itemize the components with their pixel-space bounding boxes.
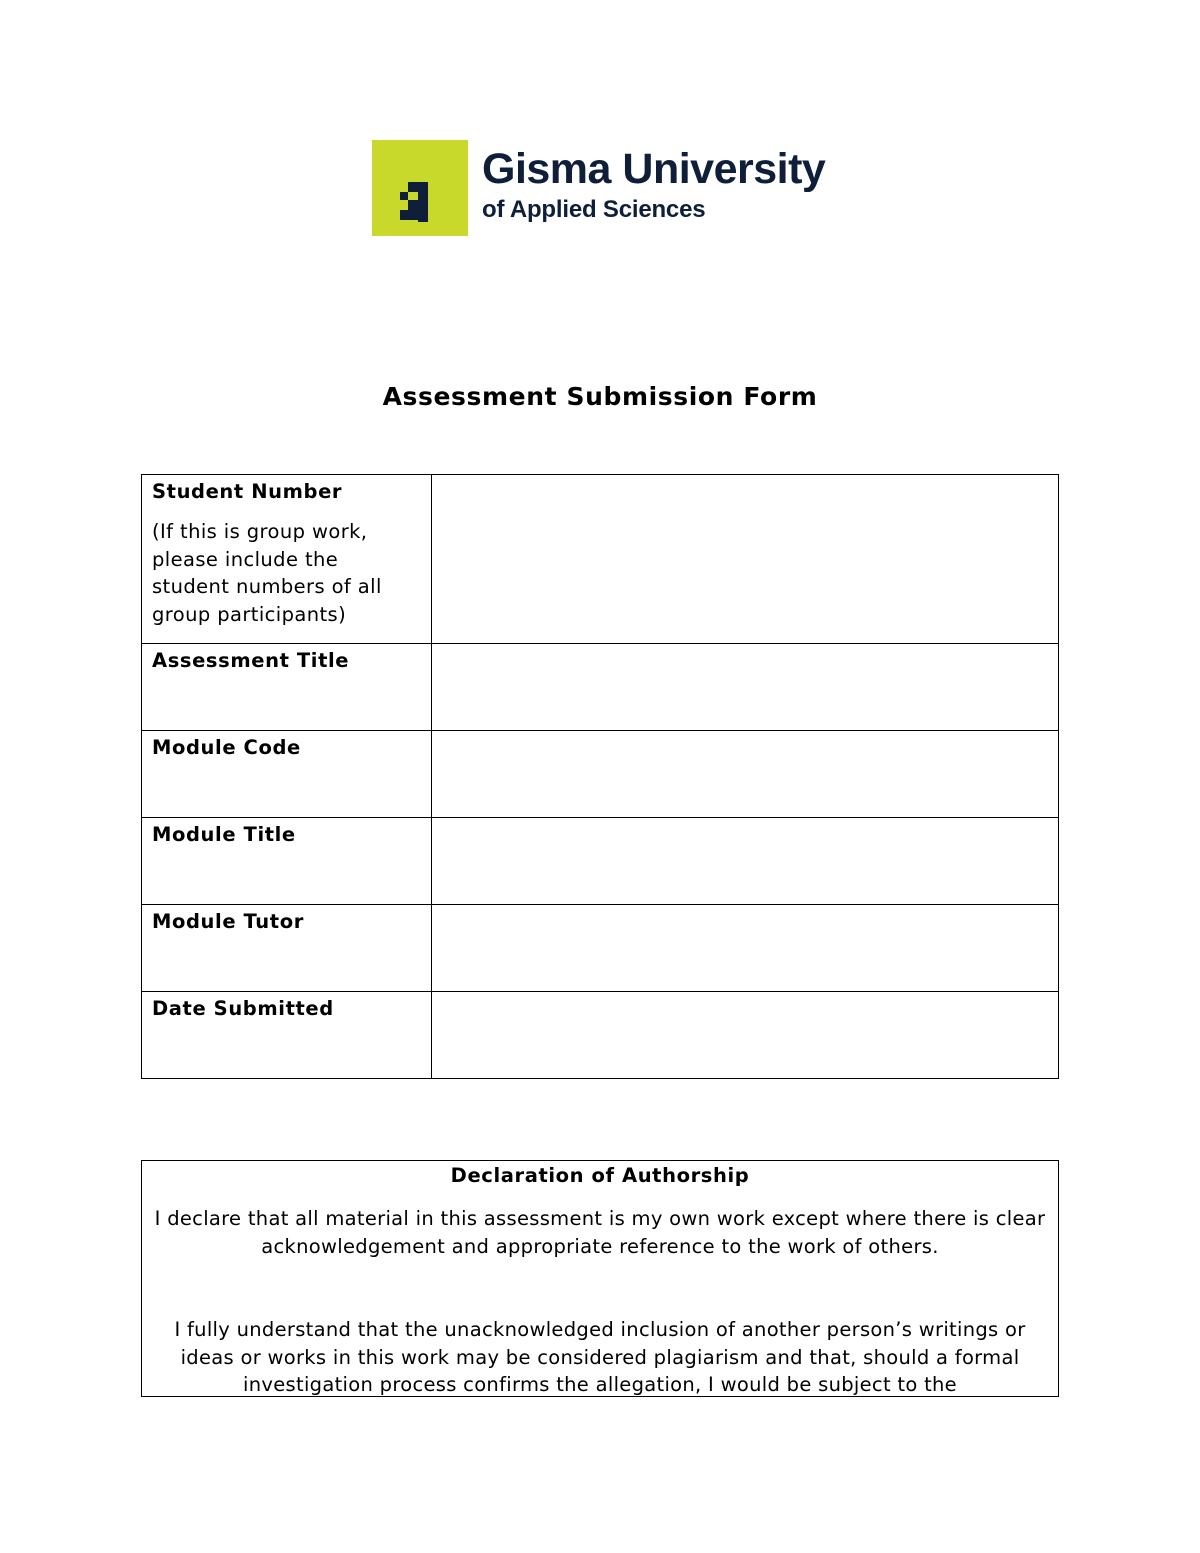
module-title-field[interactable]	[432, 818, 1059, 905]
page-title: Assessment Submission Form	[382, 382, 818, 411]
student-number-label-cell	[142, 475, 432, 644]
declaration-heading: Declaration of Authorship	[450, 1164, 750, 1187]
module-title-label-cell	[142, 818, 432, 905]
module-tutor-label-cell	[142, 905, 432, 992]
logo-wordmark	[482, 140, 825, 236]
table-row	[142, 731, 1059, 818]
date-submitted-label: Date Submitted	[152, 997, 334, 1020]
logo-mark-icon	[372, 140, 468, 236]
table-row	[142, 475, 1059, 644]
module-code-label: Module Code	[152, 736, 301, 759]
declaration-paragraph: I declare that all material in this assessment is my own work except where there is clear acknowledgement and appropriate reference to the work of others.	[154, 1207, 1046, 1258]
student-number-label: Student Number	[152, 480, 343, 503]
student-number-note: (If this is group work, please include the student numbers of all group participants)	[152, 520, 382, 626]
module-code-label-cell	[142, 731, 432, 818]
assessment-title-field[interactable]	[432, 644, 1059, 731]
declaration-box	[141, 1160, 1059, 1397]
table-row	[142, 905, 1059, 992]
logo-university-subtitle: of Applied Sciences	[482, 196, 706, 223]
module-code-field[interactable]	[432, 731, 1059, 818]
submission-details-table	[141, 474, 1059, 1079]
module-tutor-label: Module Tutor	[152, 910, 304, 933]
logo-university-name: Gisma University	[482, 145, 826, 193]
declaration-paragraph: I fully understand that the unacknowledged inclusion of another person’s writings or ideas or works in this work may be considered plagiarism and that, should a formal investigation process confirms the allegation, I would be subject to the	[174, 1318, 1026, 1396]
date-submitted-label-cell	[142, 992, 432, 1079]
module-title-label: Module Title	[152, 823, 296, 846]
university-logo	[372, 140, 825, 236]
table-row	[142, 644, 1059, 731]
date-submitted-field[interactable]	[432, 992, 1059, 1079]
module-tutor-field[interactable]	[432, 905, 1059, 992]
assessment-title-label-cell	[142, 644, 432, 731]
table-row	[142, 818, 1059, 905]
assessment-title-label: Assessment Title	[152, 649, 350, 672]
table-row	[142, 992, 1059, 1079]
student-number-field[interactable]	[432, 475, 1059, 644]
